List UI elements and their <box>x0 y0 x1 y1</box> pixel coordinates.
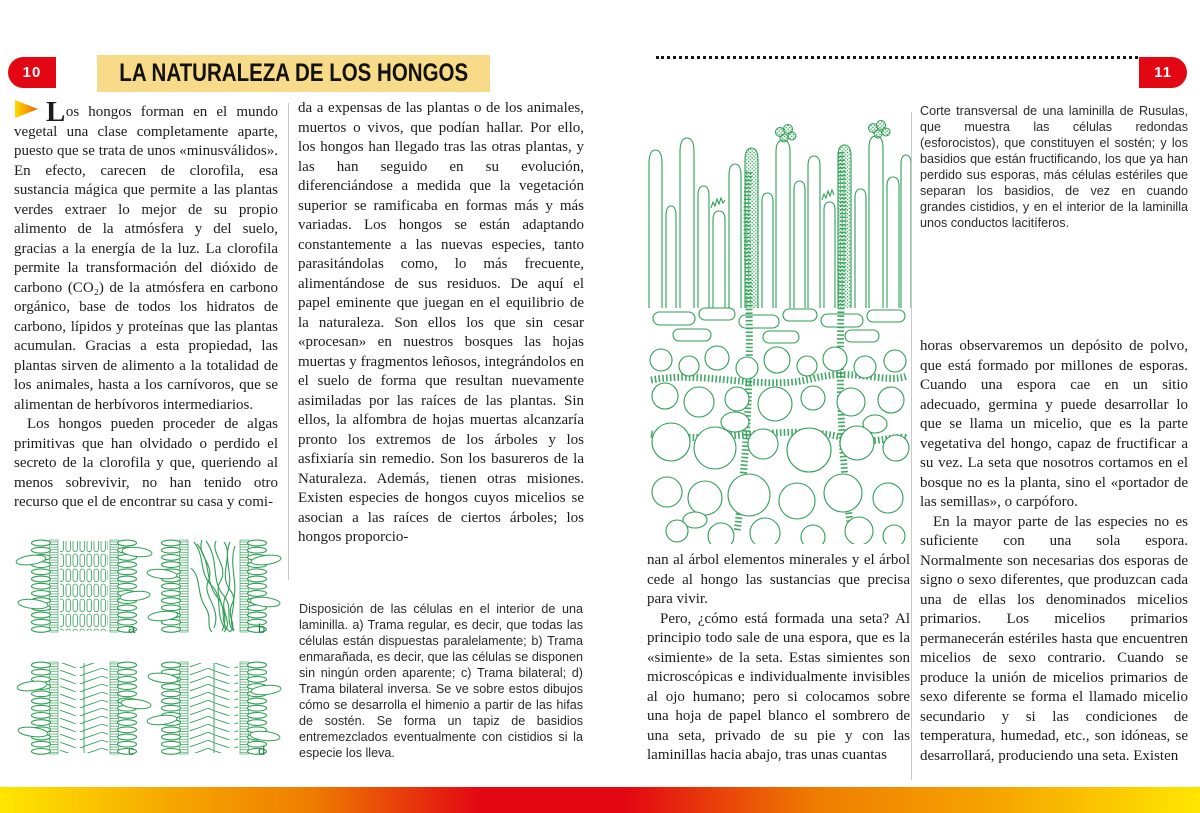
right-page-column-2 <box>920 337 1188 766</box>
paragraph-2: Los hongos pueden proceder de algas primitivas que han olvidado o perdido el secreto de la clorofila y que, queriendo al menos sobrevivir, no han tenido otro recurso que el de encontrar su casa y comi- <box>14 416 278 510</box>
laminilla-figure-caption: Corte transversal de una laminilla de Rusulas, que muestra las células redondas (esforocistos), que constituyen el sostén; y los basidios que están fructificando, los que ya han perdido sus esporas, más células estériles que separan los basidios, de vez en cuando grandes cistidios, y en el interior de la laminilla unos conductos lacitíferos. <box>920 104 1188 230</box>
laminilla-cross-section-illustration <box>645 112 911 544</box>
paragraph-4: nan al árbol elementos minerales y el árbol cede al hongo las sustancias que precisa para vivir. <box>647 552 910 607</box>
paragraph-6: horas observaremos un depósito de polvo, que está formado por millones de esporas. Cuando una espora cae en un sitio adecuado, germina y puede desarrollar lo que se llama un micelio, que es la parte vegetativa del hongo, capaz de fructificar a su vez. La seta que nosotros cortamos en el bosque no es la planta, sino el «portador de las semillas», o carpóforo. <box>920 338 1188 510</box>
title-banner <box>97 55 490 92</box>
page-number-tab-right <box>1139 57 1187 88</box>
right-page-column-1 <box>647 551 910 766</box>
body-text: os hongos forman en el mundo vegetal una clase completamente aparte, puesto que se trata de unos «minusválidos». En efecto, carecen de clorofila, esa sustancia mágica que permite a las plantas verdes extraer lo mejor de su propio alimento de la atmósfera y del suelo, gracias a la energía de la luz. La clorofila permite la transformación del dióxido de carbono (CO₂) de la atmósfera en carbono orgánico, base de todos los hidratos de carbono, lípidos y proteínas que las plantas acumulan. Gracias a esta propiedad, las plantas sirven de alimento a la totalidad de los animales, hasta a los carnívoros, que se alimentan de herbívoros intermediarios. <box>14 104 278 413</box>
trama-bilateral-inverse-figure <box>160 660 268 756</box>
trama-figures-grid <box>30 538 268 756</box>
header-dotted-line <box>656 56 1138 59</box>
paragraph-7: En la mayor parte de las especies no es suficiente con una sola espora. Normalmente son necesarias dos esporas de signo o sexo diferentes, que produzcan cada una de ellas los denominados micelios primarios. Los micelios primarios permanecerán estériles hasta que encuentren micelios de sexo contrario. Cuando se produce la unión de micelios primarios de sexo diferente se forma el llamado micelio secundario y si las condiciones de temperatura, humedad, etc., son idóneas, se desarrollará, produciendo una seta. Existen <box>920 513 1188 764</box>
trama-entangled-figure <box>160 538 268 634</box>
column-divider-left-page <box>288 103 289 580</box>
trama-bilateral-figure <box>30 660 138 756</box>
figure-label: a <box>128 621 136 636</box>
page-number: 11 <box>1154 64 1172 81</box>
paragraph-5: Pero, ¿cómo está formada una seta? Al principio todo sale de una espora, que es la «simiente» de la seta. Estas simientes son microscópicas e individualmente invisibles al ojo humano; pero si colocamos sobre una hoja de papel blanco el sombrero de una seta, privado de su pie y con las laminillas hacia abajo, tras unas cuantas <box>647 610 910 763</box>
page-title: LA NATURALEZA DE LOS HONGOS <box>119 59 468 87</box>
section-start-arrow-icon <box>14 99 39 119</box>
paragraph-3: da a expensas de las plantas o de los animales, muertos o vivos, que podían hallar. Por ello, los hongos han llegado tras las otras plantas, y las han seguido en su evolución, diferenciándose a medida que la vegetación superior se ramificaba en formas más y más variadas. Los hongos se están adaptando constantemente a las nuevas especies, tanto parasitándolas como, lo más frecuente, alimentándose de sus residuos. De aquí el papel eminente que juegan en el equilibrio de la naturaleza. Son ellos los que sin cesar «procesan» en nuestros bosques las hojas muertas y fragmentos leñosos, integrándolos en el suelo de forma que resultan nuevamente asimiladas por las raíces de las plantas. Sin ellos, la alfombra de hojas muertas alcanzaría pronto los extremos de los árboles y los asfixiaría sin remedio. Son los basureros de la Naturaleza. Además, tienen otras misiones. Existen especies de hongos cuyos micelios se asocian a las raíces de ciertos árboles; los hongos proporcio- <box>298 100 584 545</box>
figure-label: c <box>128 743 135 758</box>
subhymenium-hyphae <box>653 308 905 343</box>
page-number: 10 <box>22 64 42 81</box>
left-page-column-2 <box>298 99 584 548</box>
trama-figure-caption: Disposición de las células en el interior de una laminilla. a) Trama regular, es decir, que todas las células están dispuestas paralelamente; b) Trama enmarañada, es decir, que las células se disponen sin ningún orden aparente; c) Trama bilateral; d) Trama bilateral inversa. Se ve sobre estos dibujos cómo se desarrolla el himenio a partir de las hifas de sostén. Se forma un tapiz de basidios entremezclados eventualmente con cistidios si la especie los lleva. <box>299 602 583 760</box>
footer-gradient-bar <box>0 787 1200 813</box>
figure-label: d <box>258 743 266 758</box>
drop-cap: L <box>46 96 66 128</box>
column-divider-right-page <box>911 112 912 780</box>
trama-regular-figure <box>30 538 138 634</box>
sphaerocysts <box>650 346 909 544</box>
page-number-tab-left <box>8 57 56 88</box>
left-page-column-1 <box>14 96 278 513</box>
basidia-and-cystidia <box>649 136 911 308</box>
figure-label: b <box>258 621 266 636</box>
paragraph-1 <box>14 96 278 415</box>
